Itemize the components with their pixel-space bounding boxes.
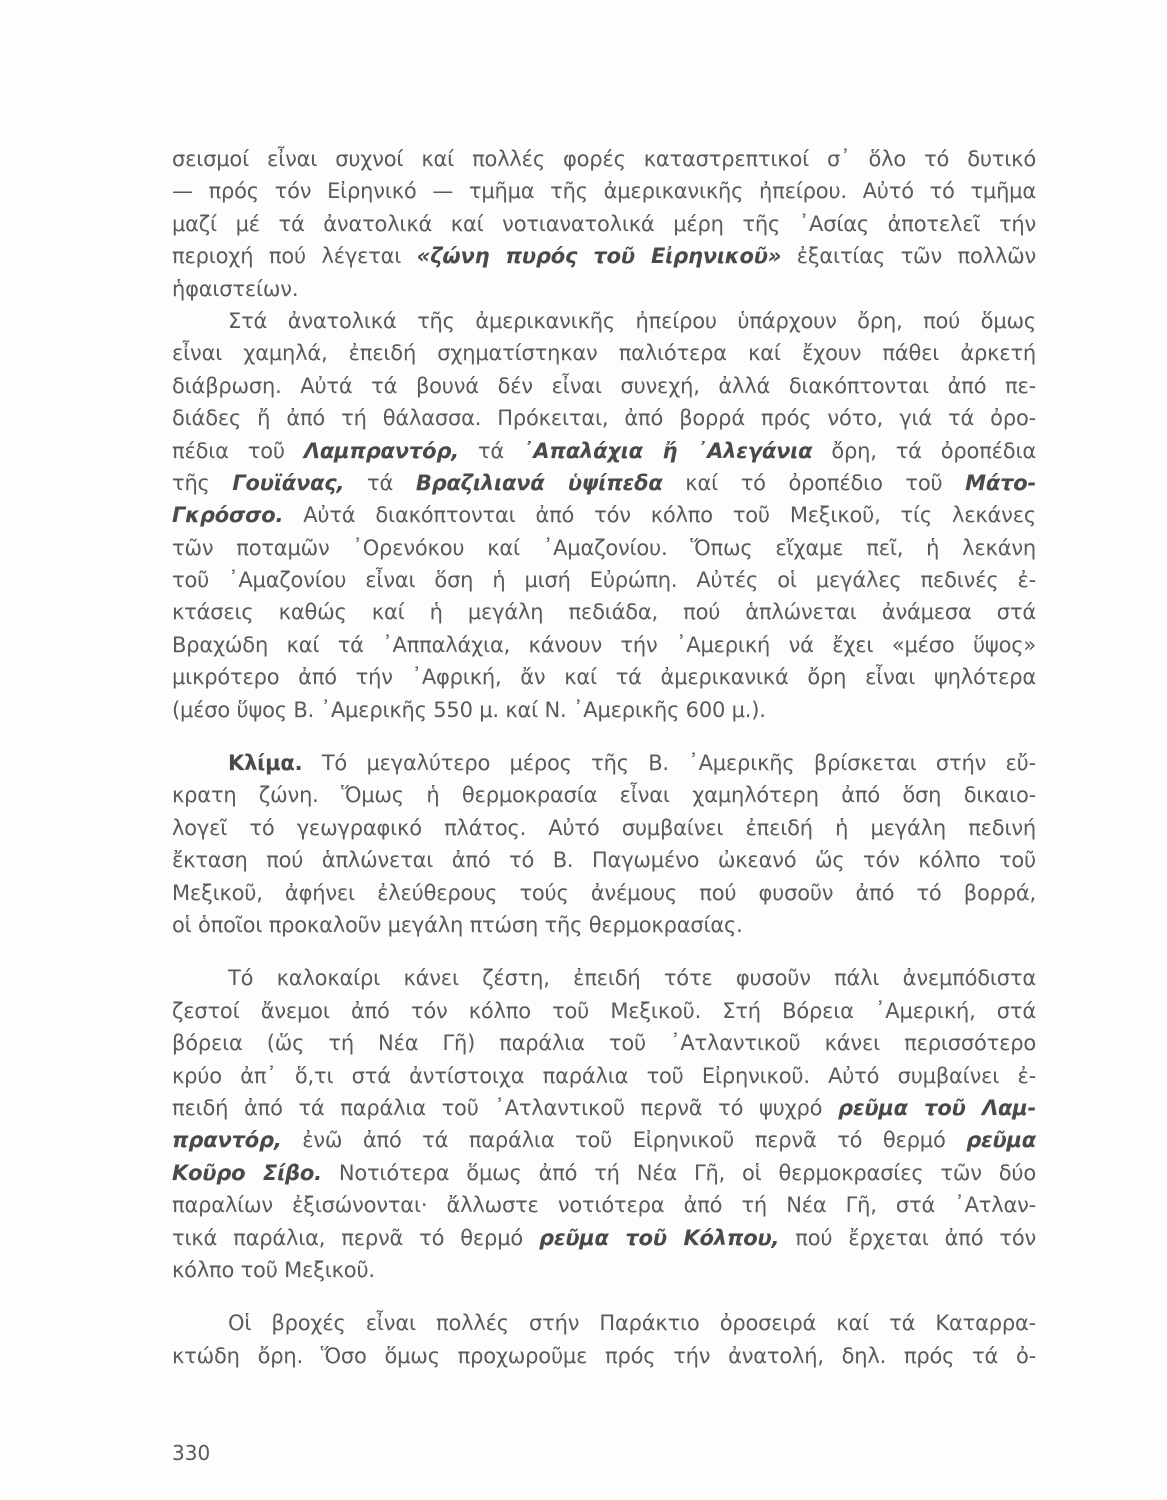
text-segment: κρατη ζώνη. Ὅμως ἡ θερμοκρασία εἶναι χαμηλότερη ἀπό ὅση δικαιο- (172, 783, 1036, 808)
text-line (172, 240, 1036, 272)
text-segment: τικά παράλια, περνᾶ τό θερμό (172, 1225, 539, 1250)
text-line (172, 995, 1036, 1027)
text-segment: τά (458, 438, 523, 463)
text-line (172, 1307, 1036, 1339)
text-line (172, 661, 1036, 693)
text-line (172, 467, 1036, 499)
text-segment: πέδια τοῦ (172, 438, 304, 463)
emphasized-term: πραντόρ, (172, 1128, 282, 1153)
emphasized-term: ρεῦμα τοῦ Λαμ- (838, 1095, 1036, 1120)
text-segment: σεισμοί εἶναι συχνοί καί πολλές φορές καταστρεπτικοί σ᾽ ὅλο τό δυτικό (172, 147, 1036, 171)
text-line (172, 779, 1036, 811)
text-line (172, 273, 1036, 305)
emphasized-term: Λαμπραντόρ, (303, 438, 459, 463)
text-line (172, 909, 1036, 941)
text-segment: διάδες ἤ ἀπό τή θάλασσα. Πρόκειται, ἀπό βορρά πρός νότο, γιά τά ὀρο- (172, 406, 1036, 431)
text-line (172, 1254, 1036, 1286)
text-segment: ἔκταση πού ἁπλώνεται ἀπό τό Β. Παγωμένο ὠκεανό ὥς τόν κόλπο τοῦ (172, 848, 1036, 873)
text-segment: τῶν ποταμῶν ᾿Ορενόκου καί ᾿Αμαζονίου. Ὅπως εἴχαμε πεῖ, ἡ λεκάνη (172, 535, 1036, 560)
page-number: 330 (172, 1441, 211, 1465)
text-segment: ἐξαιτίας τῶν πολλῶν (781, 244, 1036, 269)
text-segment: ζεστοί ἄνεμοι ἀπό τόν κόλπο τοῦ Μεξικοῦ. Στή Βόρεια ᾿Αμερική, στά (172, 998, 1036, 1023)
text-line (172, 1060, 1036, 1092)
text-line (172, 564, 1036, 596)
text-segment: Στά ἀνατολικά τῆς ἀμερικανικῆς ἠπείρου ὑπάρχουν ὄρη, πού ὅμως (228, 308, 1036, 333)
emphasized-term: Γκρόσσο. (172, 503, 284, 528)
text-segment: οἱ ὁποῖοι προκαλοῦν μεγάλη πτώση τῆς θερμοκρασίας. (172, 912, 743, 937)
text-segment: κτάσεις καθώς καί ἡ μεγάλη πεδιάδα, πού ἁπλώνεται ἀνάμεσα στά (172, 600, 1036, 625)
emphasized-term: ρεῦμα (966, 1128, 1036, 1153)
text-segment: Τό μεγαλύτερο μέρος τῆς Β. ᾿Αμερικῆς βρίσκεται στήν εὔ- (302, 751, 1036, 776)
text-line (172, 402, 1036, 434)
text-line (172, 1124, 1036, 1156)
text-segment: περιοχή πού λέγεται (172, 244, 417, 269)
text-line (172, 1092, 1036, 1124)
text-segment: διάβρωση. Αὐτά τά βουνά δέν εἶναι συνεχή, ἀλλά διακόπτονται ἀπό πε- (172, 373, 1036, 398)
text-line (172, 747, 1036, 779)
text-segment: πού ἔρχεται ἀπό τόν (779, 1225, 1036, 1250)
emphasized-term: Μάτο- (965, 470, 1037, 495)
emphasized-term: Βραζιλιανά ὑψίπεδα (415, 470, 663, 495)
emphasized-term: ᾿Απαλάχια ἤ ᾿Αλεγάνια (522, 438, 813, 463)
text-segment: κτώδη ὄρη. Ὅσο ὅμως προχωροῦμε πρός τήν ἀνατολή, δηλ. πρός τά ὀ- (172, 1343, 1036, 1368)
body-text (172, 143, 1036, 1372)
text-segment: — πρός τόν Εἰρηνικό — τμῆμα τῆς ἀμερικανικῆς ἠπείρου. Αὐτό τό τμῆμα (172, 179, 1036, 204)
text-segment: (μέσο ὕψος Β. ᾿Αμερικῆς 550 μ. καί Ν. ᾿Αμερικῆς 600 μ.). (172, 697, 766, 722)
text-segment: τά (344, 470, 416, 495)
text-line (172, 1157, 1036, 1189)
text-line (172, 305, 1036, 337)
text-line (172, 532, 1036, 564)
text-segment: ἐνῶ ἀπό τά παράλια τοῦ Εἰρηνικοῦ περνᾶ τό θερμό (281, 1128, 967, 1153)
text-line (172, 694, 1036, 726)
text-line (172, 143, 1036, 175)
text-line (172, 370, 1036, 402)
text-segment: ὄρη, τά ὀροπέδια (812, 438, 1036, 463)
text-line (172, 1222, 1036, 1254)
text-segment: Νοτιότερα ὅμως ἀπό τή Νέα Γῆ, οἱ θερμοκρασίες τῶν δύο (321, 1160, 1036, 1185)
text-line (172, 1189, 1036, 1221)
text-line (172, 435, 1036, 467)
text-segment: τοῦ ᾿Αμαζονίου εἶναι ὅση ἡ μισή Εὐρώπη. Αὐτές οἱ μεγάλες πεδινές ἐ- (172, 568, 1036, 593)
text-segment: ἡφαιστείων. (172, 276, 299, 301)
text-segment: κόλπο τοῦ Μεξικοῦ. (172, 1257, 375, 1282)
text-line (172, 499, 1036, 531)
text-line (172, 175, 1036, 207)
text-segment: Βραχώδη καί τά ᾿Αππαλάχια, κάνουν τήν ᾿Αμερική νά ἔχει «μέσο ὕψος» (172, 632, 1036, 657)
text-line (172, 208, 1036, 240)
text-segment: μαζί μέ τά ἀνατολικά καί νοτιανατολικά μέρη τῆς ᾿Ασίας ἀποτελεῖ τήν (172, 211, 1036, 236)
text-segment: τῆς (172, 470, 233, 495)
text-segment: πειδή ἀπό τά παράλια τοῦ ᾿Ατλαντικοῦ περνᾶ τό ψυχρό (172, 1095, 839, 1120)
text-segment: Οἱ βροχές εἶναι πολλές στήν Παράκτιο ὀροσειρά καί τά Καταρρα- (228, 1311, 1036, 1336)
text-line (172, 962, 1036, 994)
text-line (172, 1340, 1036, 1372)
text-line (172, 629, 1036, 661)
emphasized-term: ρεῦμα τοῦ Κόλπου, (539, 1225, 780, 1250)
text-line (172, 596, 1036, 628)
emphasized-term: Γουϊάνας, (232, 470, 345, 495)
text-segment: λογεῖ τό γεωγραφικό πλάτος. Αὐτό συμβαίνει ἐπειδή ἡ μεγάλη πεδινή (172, 815, 1036, 840)
text-line (172, 337, 1036, 369)
text-segment: βόρεια (ὥς τή Νέα Γῆ) παράλια τοῦ ᾿Ατλαντικοῦ κάνει περισσότερο (172, 1031, 1036, 1056)
text-segment: παραλίων ἐξισώνονται· ἄλλωστε νοτιότερα ἀπό τή Νέα Γῆ, στά ᾿Ατλαν- (172, 1193, 1036, 1218)
text-segment: Αὐτά διακόπτονται ἀπό τόν κόλπο τοῦ Μεξικοῦ, τίς λεκάνες (283, 503, 1036, 528)
text-segment: καί τό ὀροπέδιο τοῦ (662, 470, 966, 495)
emphasized-term: «ζώνη πυρός τοῦ Εἰρηνικοῦ» (416, 244, 782, 269)
text-line (172, 844, 1036, 876)
text-segment: κρύο ἀπ᾽ ὅ,τι στά ἀντίστοιχα παράλια τοῦ Εἰρηνικοῦ. Αὐτό συμβαίνει ἐ- (172, 1063, 1036, 1088)
text-segment: Μεξικοῦ, ἀφήνει ἐλεύθερους τούς ἀνέμους πού φυσοῦν ἀπό τό βορρά, (172, 880, 1036, 905)
text-segment: μικρότερο ἀπό τήν ᾿Αφρική, ἄν καί τά ἀμερικανικά ὄρη εἶναι ψηλότερα (172, 665, 1036, 690)
emphasized-term: Κοῦρο Σίβο. (172, 1160, 322, 1185)
emphasized-term: Κλίμα. (228, 751, 303, 776)
text-segment: Τό καλοκαίρι κάνει ζέστη, ἐπειδή τότε φυσοῦν πάλι ἀνεμπόδιστα (228, 966, 1036, 991)
text-line (172, 1027, 1036, 1059)
text-line (172, 812, 1036, 844)
text-line (172, 877, 1036, 909)
text-segment: εἶναι χαμηλά, ἐπειδή σχηματίστηκαν παλιότερα καί ἔχουν πάθει ἀρκετή (172, 341, 1036, 366)
